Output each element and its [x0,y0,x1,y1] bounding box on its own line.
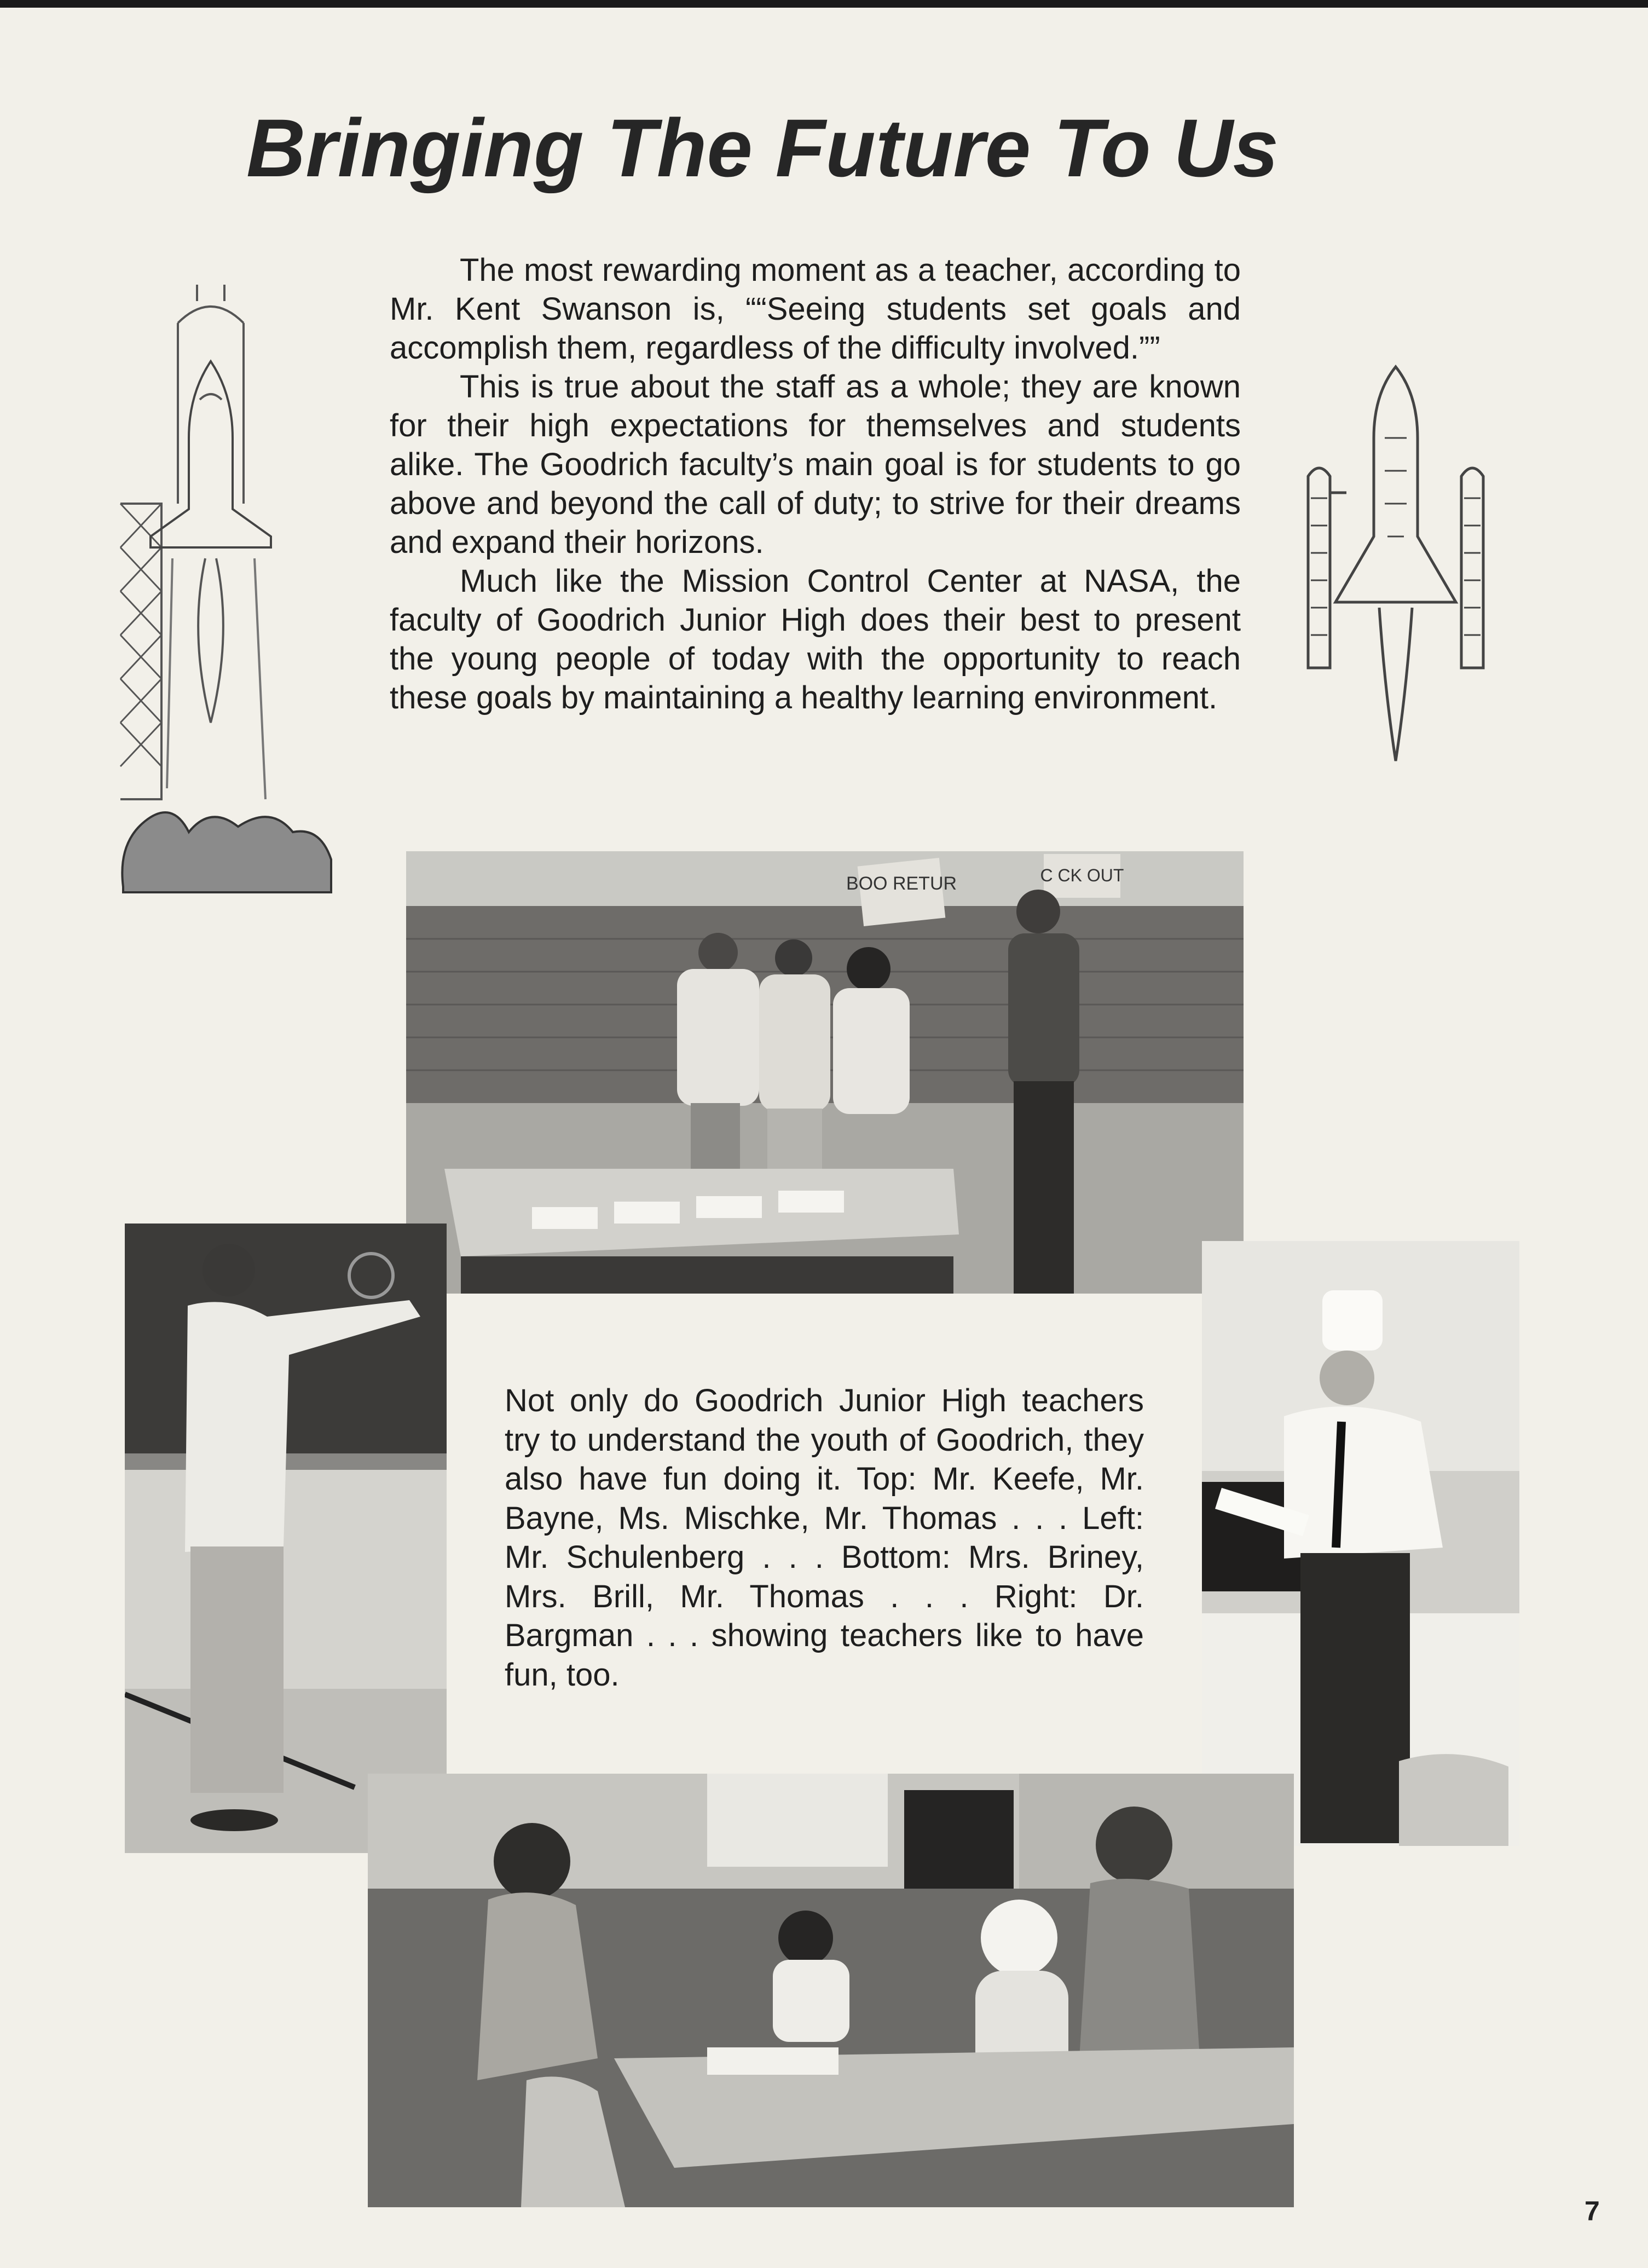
article-paragraph: Much like the Mission Control Center at NASA, the faculty of Goodrich Junior High does their best to present the young people of today with the opportunity to reach these goals by maintaining a healthy learning environment. [390,563,1241,715]
photo-left-chalkboard [125,1224,447,1853]
article-paragraph: This is true about the staff as a whole; they are known for their high expectations for themselves and students alike. The Goodrich faculty’s main goal is for students to go above and beyond the call of duty; to strive for their dreams and expand their horizons. [390,369,1241,560]
photo-bottom-classroom [368,1774,1294,2207]
photo-top-library [406,851,1244,1294]
page-top-edge [0,0,1648,8]
space-shuttle-launch-sketch-icon [118,252,337,898]
article-paragraph: The most rewarding moment as a teacher, according to Mr. Kent Swanson is, ““Seeing students set goals and accomplish them, regardless of the difficulty involved.”” [390,252,1241,366]
space-shuttle-sketch-icon [1286,361,1505,766]
page-number: 7 [1585,2196,1600,2226]
library-sign-checkout: C CK OUT [1040,865,1124,885]
photo-right-chef-hat [1202,1241,1519,1846]
photo-caption: Not only do Goodrich Junior High teachers try to understand the youth of Goodrich, they also have fun doing it. Top: Mr. Keefe, Mr. Bayne, Ms. Mischke, Mr. Thomas . . . Left: Mr. Schulenberg . . . Bottom: Mrs. Briney, Mrs. Brill, Mr. Thomas . . . Right: Dr. Bargman . . . showing teachers like to have fun, too. [505,1383,1144,1693]
page-title: Bringing The Future To Us [246,102,1279,194]
article-body [390,251,1241,717]
library-sign-return: BOO RETUR [846,873,957,894]
